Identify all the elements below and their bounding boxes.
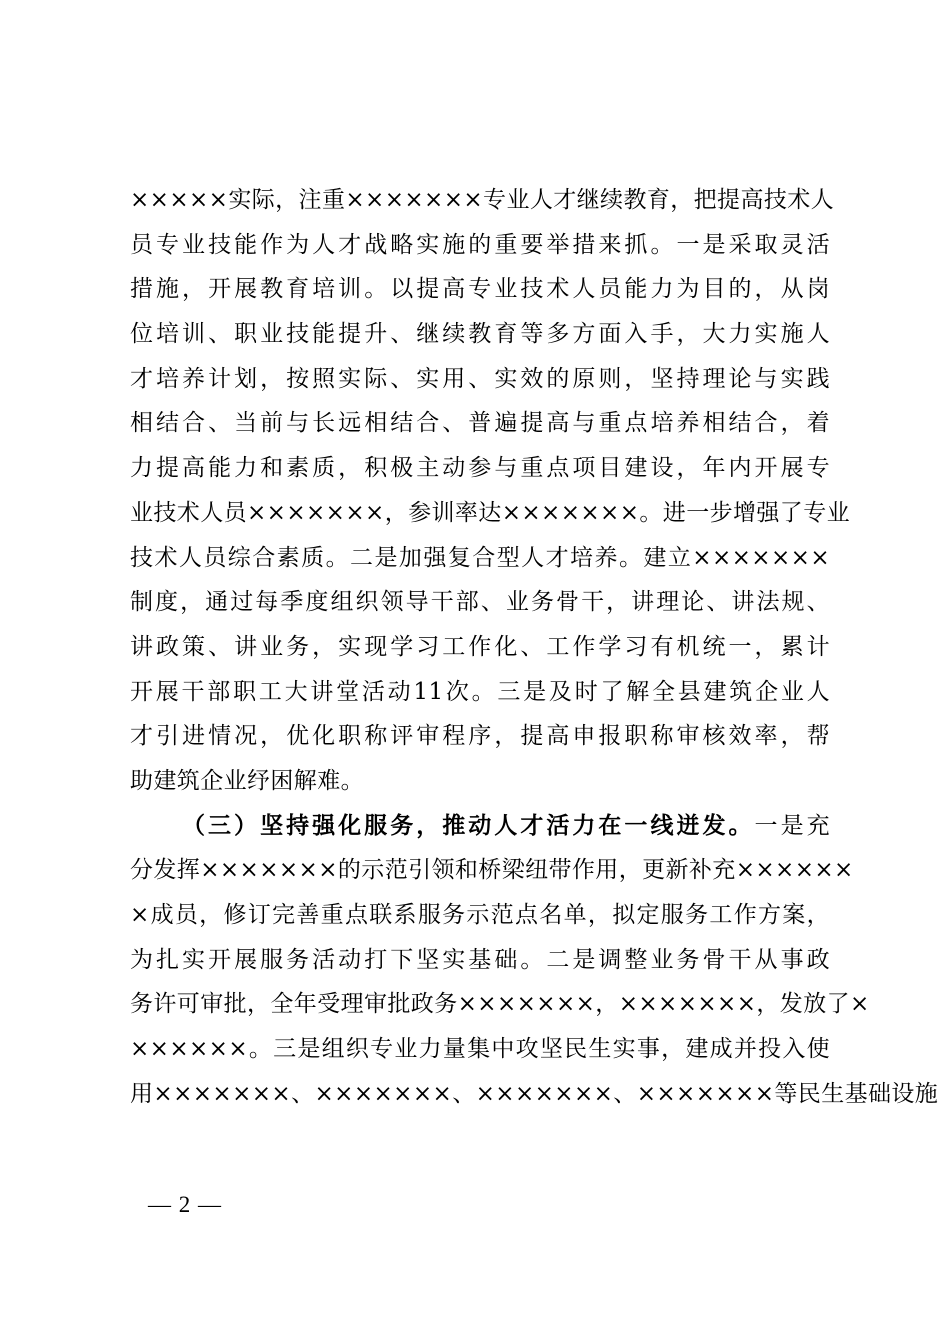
text-line: 制度，通过每季度组织领导干部、业务骨干，讲理论、讲法规、 <box>130 589 830 616</box>
body-text <box>130 178 939 1116</box>
text-line: 为扎实开展服务活动打下坚实基础。二是调整业务骨干从事政 <box>130 946 830 973</box>
text-line: 措施，开展教育培训。以提高专业技术人员能力为目的，从岗 <box>130 276 830 303</box>
text-line: 技术人员综合素质。二是加强复合型人才培养。建立××××××× <box>130 544 830 571</box>
text-line: 相结合、当前与长远相结合、普遍提高与重点培养相结合，着 <box>130 410 830 437</box>
text-line: 位培训、职业技能提升、继续教育等多方面入手，大力实施人 <box>130 321 830 348</box>
section-heading-tail: 一是充 <box>754 812 830 839</box>
page-number: — 2 — <box>148 1192 222 1217</box>
text-line: 才引进情况，优化职称评审程序，提高申报职称审核效率，帮 <box>130 723 830 750</box>
text-line: 讲政策、讲业务，实现学习工作化、工作学习有机统一，累计 <box>130 633 830 660</box>
text-line: 用×××××××、×××××××、×××××××、×××××××等民生基础设施 <box>130 1080 939 1107</box>
text-line: 员专业技能作为人才战略实施的重要举措来抓。一是采取灵活 <box>130 231 830 258</box>
text-line: 才培养计划，按照实际、实用、实效的原则，坚持理论与实践 <box>130 365 830 392</box>
text-line: ×成员，修订完善重点联系服务示范点名单，拟定服务工作方案， <box>130 902 830 928</box>
text-line: 业技术人员×××××××，参训率达×××××××。进一步增强了专业 <box>130 499 851 526</box>
text-line: 开展干部职工大讲堂活动11次。三是及时了解全县建筑企业人 <box>130 678 830 705</box>
text-line: ×××××实际，注重×××××××专业人才继续教育，把提高技术人 <box>130 187 835 213</box>
text-line: 分发挥×××××××的示范引领和桥梁纽带作用，更新补充×××××× <box>130 857 854 884</box>
text-line: 力提高能力和素质，积极主动参与重点项目建设，年内开展专 <box>130 455 830 482</box>
text-line: 助建筑企业纾困解难。 <box>130 767 364 794</box>
section-heading-line <box>130 804 830 849</box>
text-line: 务许可审批，全年受理审批政务×××××××，×××××××，发放了× <box>130 991 870 1018</box>
section-heading: （三）坚持强化服务，推动人才活力在一线迸发。 <box>182 811 755 839</box>
text-line: ××××××。三是组织专业力量集中攻坚民生实事，建成并投入使 <box>130 1036 830 1063</box>
